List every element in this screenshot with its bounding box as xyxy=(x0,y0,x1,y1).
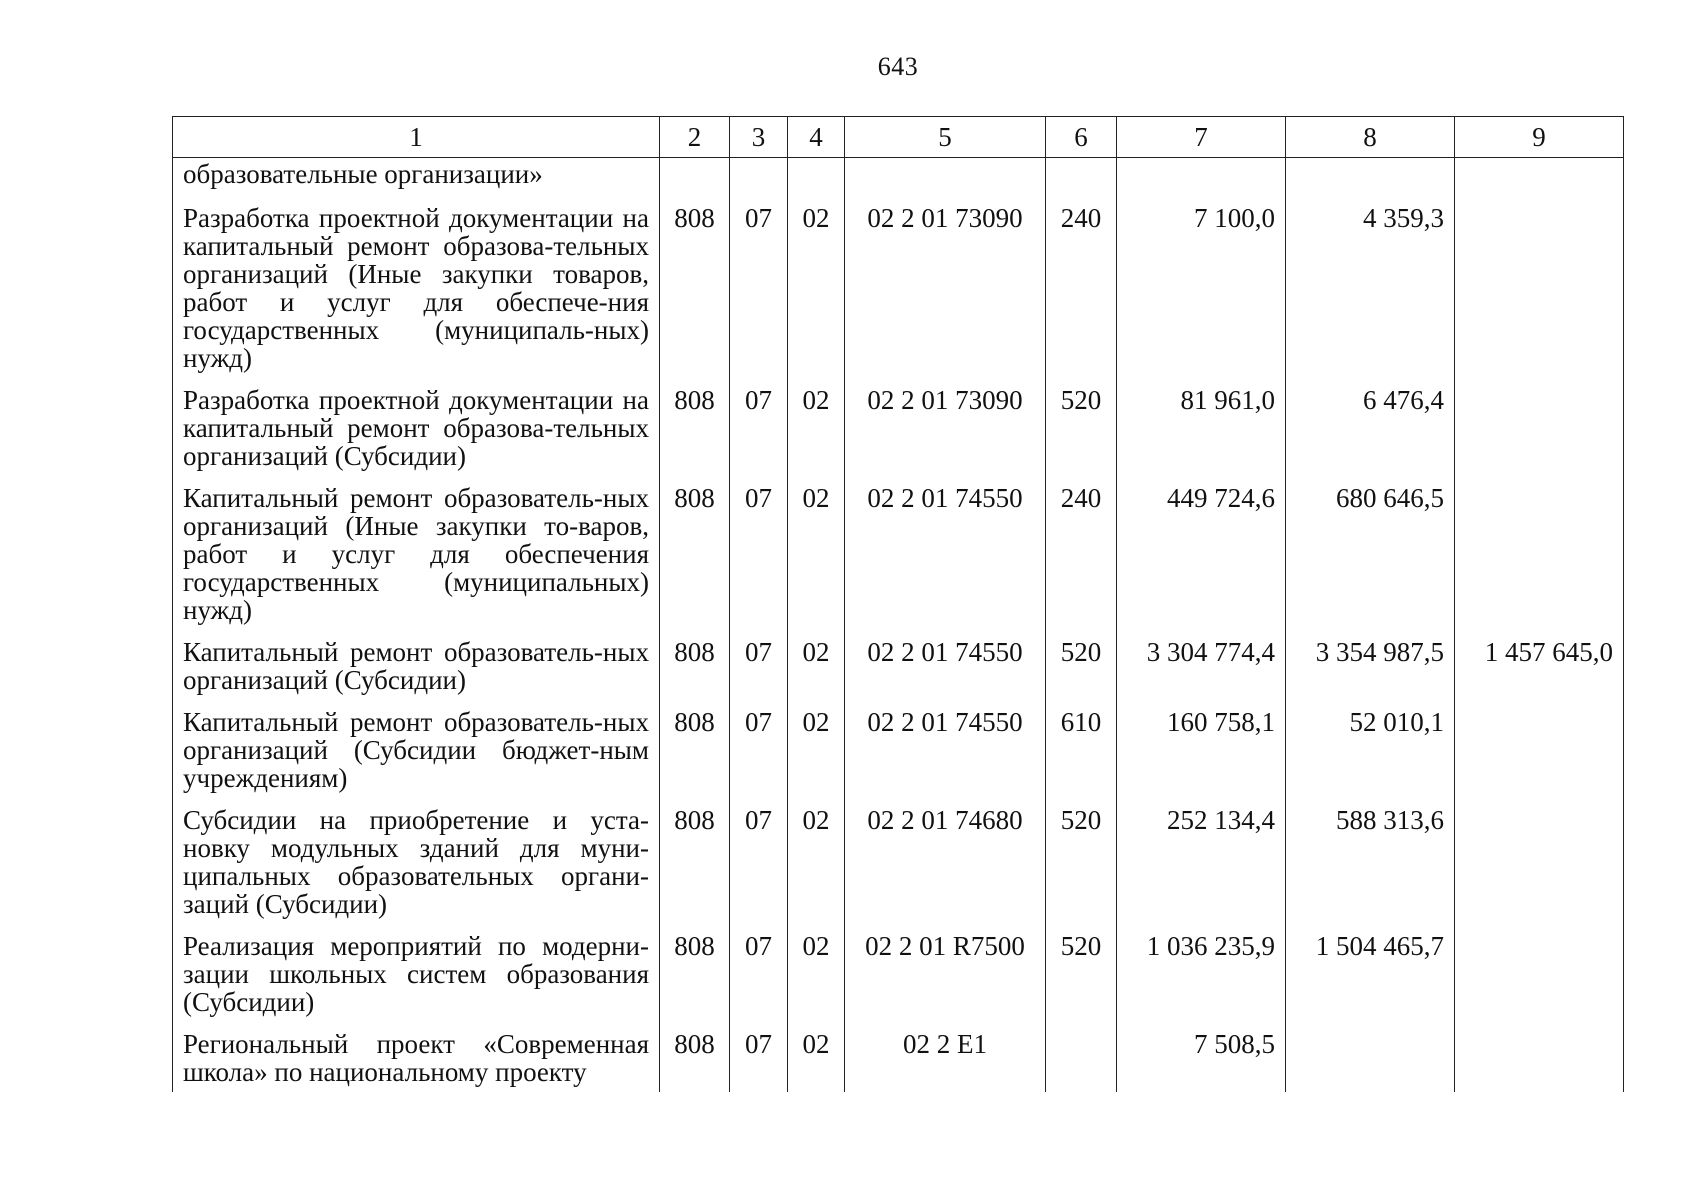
row-expense-type: 520 xyxy=(1046,372,1117,470)
row-section: 07 xyxy=(730,190,788,372)
table-row xyxy=(173,624,1624,694)
row-amount-col8 xyxy=(1286,1016,1455,1092)
table-row xyxy=(173,470,1624,624)
row-target-article: 02 2 01 74680 xyxy=(845,792,1046,918)
table-row xyxy=(173,694,1624,792)
row-expense-type: 240 xyxy=(1046,190,1117,372)
continuation-text: образовательные организации» xyxy=(173,158,660,191)
table-row xyxy=(173,372,1624,470)
page-number: 643 xyxy=(877,52,919,81)
row-amount-col9 xyxy=(1455,470,1624,624)
row-amount-col7: 7 100,0 xyxy=(1117,190,1286,372)
row-grbs: 808 xyxy=(660,190,730,372)
row-amount-col8: 6 476,4 xyxy=(1286,372,1455,470)
row-target-article: 02 2 01 73090 xyxy=(845,372,1046,470)
header-col-4: 4 xyxy=(788,117,845,158)
row-subsection: 02 xyxy=(788,470,845,624)
table-row xyxy=(173,918,1624,1016)
row-amount-col9 xyxy=(1455,372,1624,470)
header-col-7: 7 xyxy=(1117,117,1286,158)
row-section: 07 xyxy=(730,470,788,624)
row-expense-type: 520 xyxy=(1046,918,1117,1016)
row-grbs: 808 xyxy=(660,470,730,624)
row-subsection: 02 xyxy=(788,624,845,694)
row-amount-col7: 7 508,5 xyxy=(1117,1016,1286,1092)
row-grbs: 808 xyxy=(660,918,730,1016)
header-col-1: 1 xyxy=(173,117,660,158)
budget-table xyxy=(172,116,1624,1092)
table-body xyxy=(173,158,1624,1093)
row-subsection: 02 xyxy=(788,918,845,1016)
header-col-5: 5 xyxy=(845,117,1046,158)
row-section: 07 xyxy=(730,792,788,918)
header-col-9: 9 xyxy=(1455,117,1624,158)
row-amount-col8: 52 010,1 xyxy=(1286,694,1455,792)
row-amount-col7: 160 758,1 xyxy=(1117,694,1286,792)
table-row xyxy=(173,190,1624,372)
row-target-article: 02 2 01 74550 xyxy=(845,694,1046,792)
budget-table-container xyxy=(172,116,1623,1092)
header-col-6: 6 xyxy=(1046,117,1117,158)
row-name: Региональный проект «Современная школа» по национальному проекту xyxy=(173,1016,660,1092)
continuation-row xyxy=(173,158,1624,191)
header-col-3: 3 xyxy=(730,117,788,158)
header-col-8: 8 xyxy=(1286,117,1455,158)
table-row xyxy=(173,1016,1624,1092)
row-name: Реализация мероприятий по модерни-зации школьных систем образования (Субсидии) xyxy=(173,918,660,1016)
row-grbs: 808 xyxy=(660,1016,730,1092)
row-name: Капитальный ремонт образователь-ных организаций (Субсидии бюджет-ным учреждениям) xyxy=(173,694,660,792)
row-name: Разработка проектной документации на капитальный ремонт образова-тельных организаций (Иные закупки товаров, работ и услуг для обеспече-ния государственных (муниципаль-ных) нужд) xyxy=(173,190,660,372)
row-subsection: 02 xyxy=(788,792,845,918)
row-amount-col9: 1 457 645,0 xyxy=(1455,624,1624,694)
row-expense-type: 520 xyxy=(1046,792,1117,918)
row-amount-col8: 3 354 987,5 xyxy=(1286,624,1455,694)
row-target-article: 02 2 01 73090 xyxy=(845,190,1046,372)
row-subsection: 02 xyxy=(788,694,845,792)
table-row xyxy=(173,792,1624,918)
row-amount-col9 xyxy=(1455,694,1624,792)
row-target-article: 02 2 E1 xyxy=(845,1016,1046,1092)
row-amount-col7: 252 134,4 xyxy=(1117,792,1286,918)
row-amount-col7: 3 304 774,4 xyxy=(1117,624,1286,694)
row-target-article: 02 2 01 74550 xyxy=(845,624,1046,694)
row-expense-type: 520 xyxy=(1046,624,1117,694)
row-expense-type: 240 xyxy=(1046,470,1117,624)
row-amount-col8: 4 359,3 xyxy=(1286,190,1455,372)
row-section: 07 xyxy=(730,624,788,694)
row-grbs: 808 xyxy=(660,624,730,694)
row-section: 07 xyxy=(730,694,788,792)
row-amount-col7: 1 036 235,9 xyxy=(1117,918,1286,1016)
row-amount-col8: 1 504 465,7 xyxy=(1286,918,1455,1016)
row-target-article: 02 2 01 R7500 xyxy=(845,918,1046,1016)
row-grbs: 808 xyxy=(660,694,730,792)
row-amount-col9 xyxy=(1455,1016,1624,1092)
row-expense-type xyxy=(1046,1016,1117,1092)
row-amount-col9 xyxy=(1455,792,1624,918)
row-section: 07 xyxy=(730,372,788,470)
row-section: 07 xyxy=(730,918,788,1016)
row-name: Субсидии на приобретение и уста-новку модульных зданий для муни-ципальных образовательных органи-заций (Субсидии) xyxy=(173,792,660,918)
row-amount-col8: 588 313,6 xyxy=(1286,792,1455,918)
row-amount-col7: 449 724,6 xyxy=(1117,470,1286,624)
row-grbs: 808 xyxy=(660,372,730,470)
row-name: Капитальный ремонт образователь-ных организаций (Субсидии) xyxy=(173,624,660,694)
table-header xyxy=(173,117,1624,158)
row-grbs: 808 xyxy=(660,792,730,918)
header-row xyxy=(173,117,1624,158)
row-amount-col9 xyxy=(1455,918,1624,1016)
row-expense-type: 610 xyxy=(1046,694,1117,792)
row-section: 07 xyxy=(730,1016,788,1092)
row-subsection: 02 xyxy=(788,1016,845,1092)
row-target-article: 02 2 01 74550 xyxy=(845,470,1046,624)
row-name: Разработка проектной документации на капитальный ремонт образова-тельных организаций (Субсидии) xyxy=(173,372,660,470)
row-amount-col9 xyxy=(1455,190,1624,372)
row-name: Капитальный ремонт образователь-ных организаций (Иные закупки то-варов, работ и услуг для обеспечения государственных (муниципальных) нужд) xyxy=(173,470,660,624)
header-col-2: 2 xyxy=(660,117,730,158)
row-subsection: 02 xyxy=(788,190,845,372)
row-amount-col7: 81 961,0 xyxy=(1117,372,1286,470)
row-amount-col8: 680 646,5 xyxy=(1286,470,1455,624)
row-subsection: 02 xyxy=(788,372,845,470)
